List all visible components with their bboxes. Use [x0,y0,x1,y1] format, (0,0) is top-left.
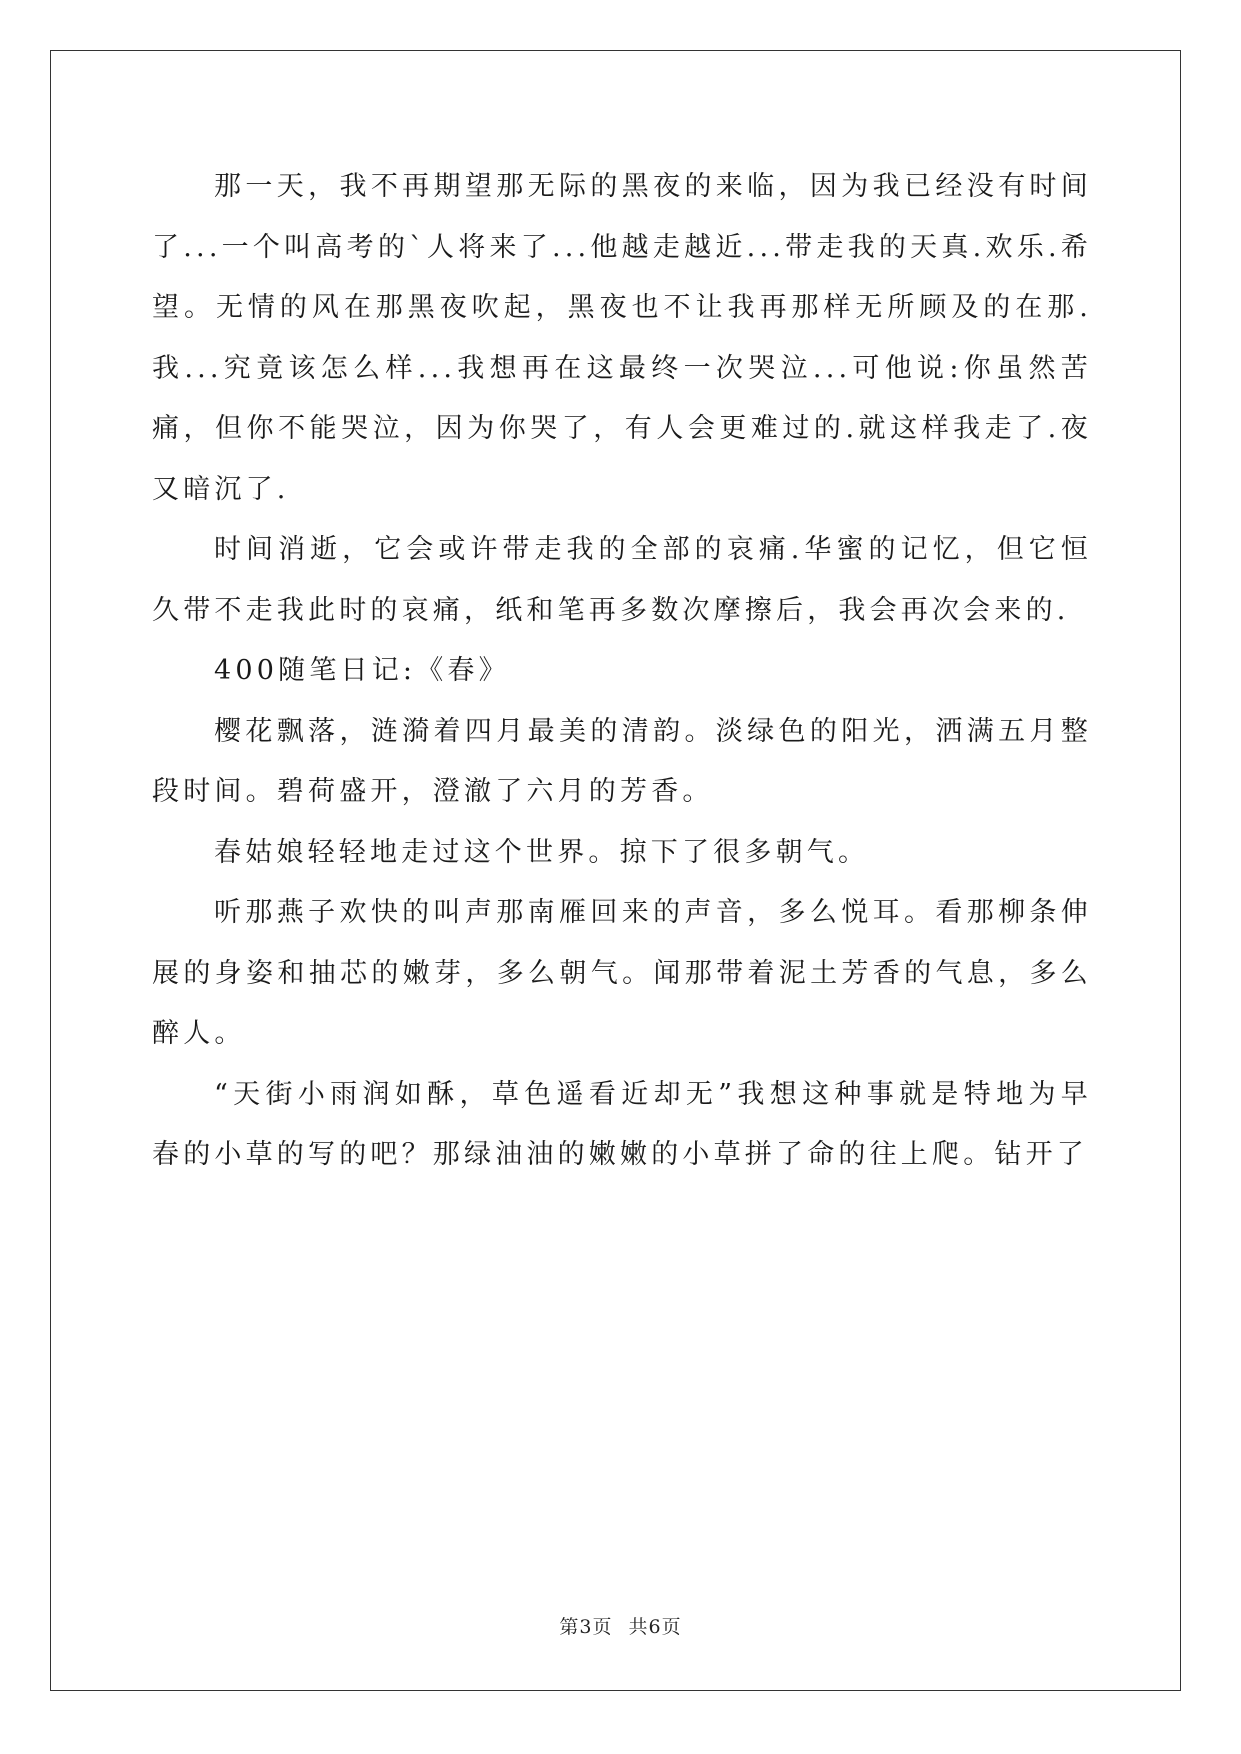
page-total: 共6页 [628,1616,682,1638]
paragraph-5: 听那燕子欢快的叫声那南雁回来的声音，多么悦耳。看那柳条伸展的身姿和抽芯的嫩芽，多么朝气。闻那带着泥土芳香的气息，多么醉人。 [152,897,1092,1049]
page-number: 第3页 [559,1616,613,1638]
section-heading: 400随笔日记:《春》 [214,655,510,686]
paragraph-4: 春姑娘轻轻地走过这个世界。掠下了很多朝气。 [214,836,870,868]
paragraph-2: 时间消逝，它会或许带走我的全部的哀痛.华蜜的记忆，但它恒久带不走我此时的哀痛，纸和笔再多数次摩擦后，我会再次会来的. [152,534,1092,626]
paragraph-1: 那一天，我不再期望那无际的黑夜的来临，因为我已经没有时间了...一个叫高考的`人将来了...他越走越近...带走我的天真.欢乐.希望。无情的风在那黑夜吹起，黑夜也不让我再那样无所顾及的在那.我...究竟该怎么样...我想再在这最终一次哭泣...可他说:你虽然苦痛，但你不能哭泣，因为你哭了，有人会更难过的.就这样我走了.夜又暗沉了. [152,171,1092,505]
page-footer [0,1612,1241,1639]
paragraph-6: “天街小雨润如酥，草色遥看近却无”我想这种事就是特地为早春的小草的写的吧？那绿油油的嫩嫩的小草拼了命的往上爬。钻开了 [152,1078,1092,1170]
paragraph-3: 樱花飘落，涟漪着四月最美的清韵。淡绿色的阳光，洒满五月整段时间。碧荷盛开，澄澈了六月的芳香。 [152,715,1092,807]
document-body [152,157,1092,1186]
